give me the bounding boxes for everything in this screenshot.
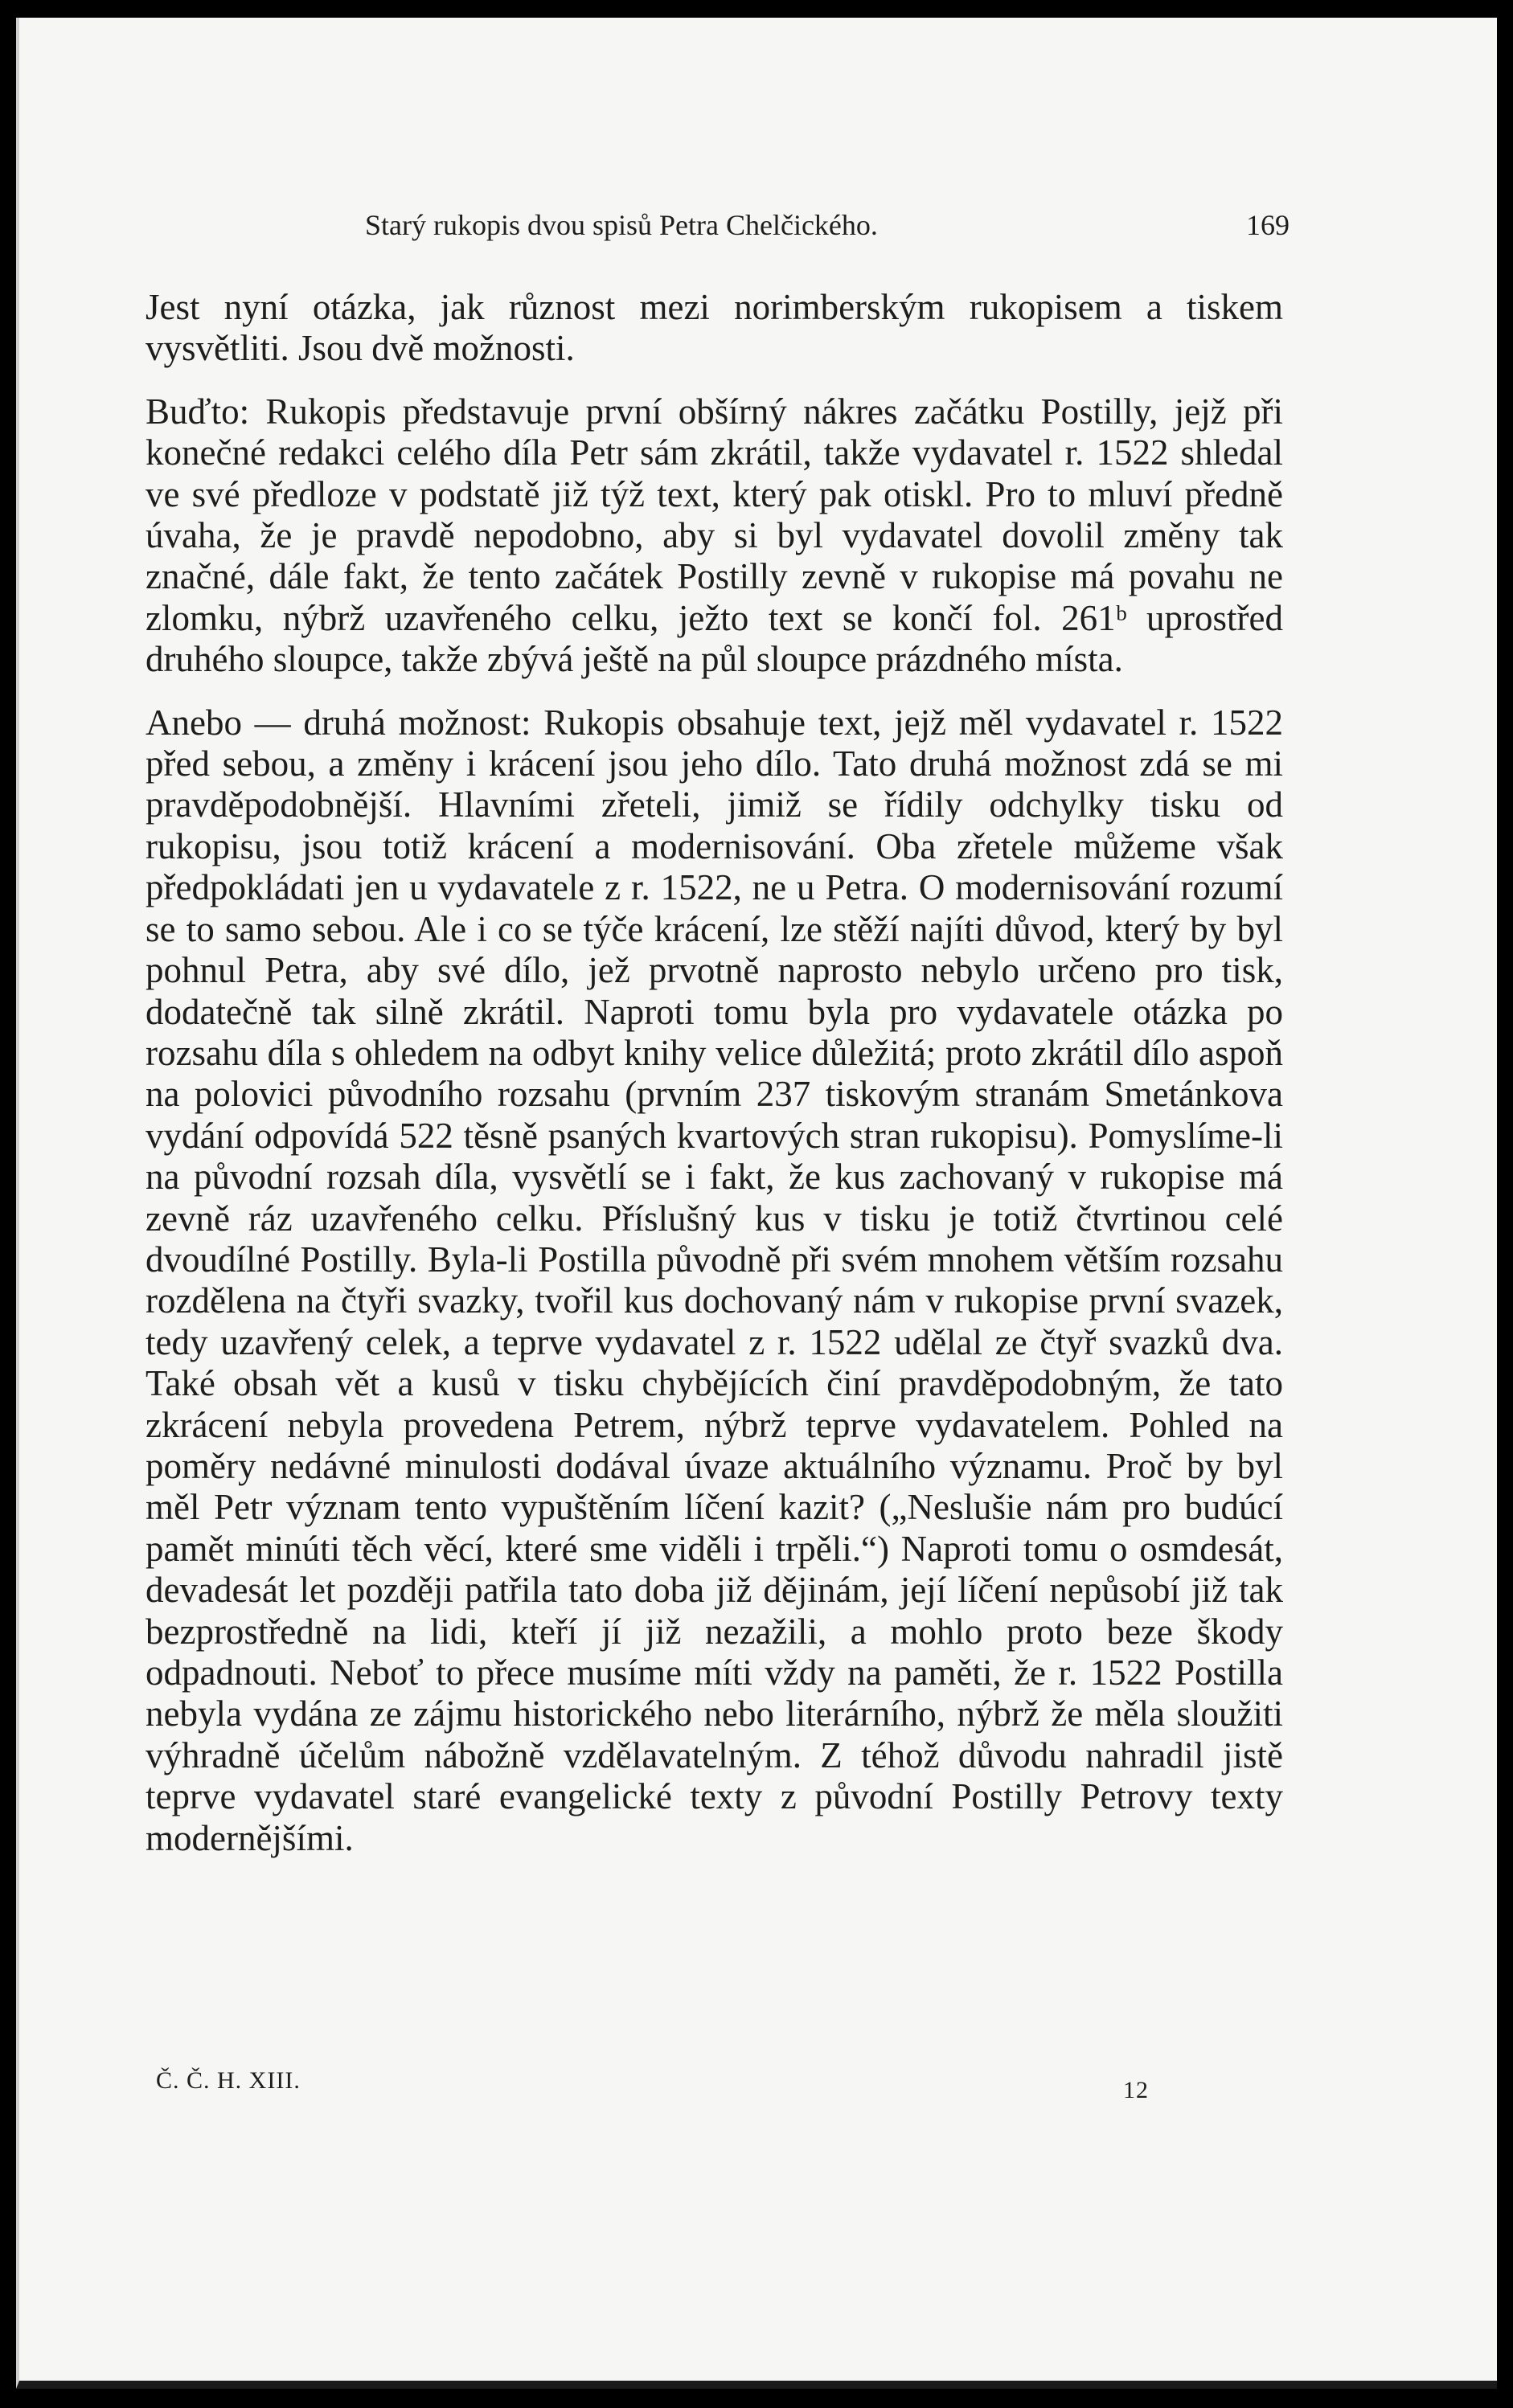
body-text [146,287,1283,1859]
paragraph: Jest nyní otázka, jak různost mezi norimberským rukopisem a tiskem vysvětliti. Jsou dvě možnosti. [146,287,1283,369]
book-page [16,18,1497,2389]
page-number: 169 [1246,209,1290,241]
paragraph: Buďto: Rukopis představuje první obšírný nákres začátku Postilly, jejž při konečné redakci celého díla Petr sám zkrátil, takže vydavatel r. 1522 shledal ve své předloze v podstatě již týž text, který pak otiskl. Pro to mluví předně úvaha, že je pravdě nepodobno, aby si byl vydavatel dovolil změny tak značné, dále fakt, že tento začátek Postilly zevně v rukopise má povahu ne zlomku, nýbrž uzavřeného celku, ježto text se končí fol. 261ᵇ uprostřed druhého sloupce, takže zbývá ještě na půl sloupce prázdného místa. [146,391,1283,680]
paragraph: Anebo — druhá možnost: Rukopis obsahuje text, jejž měl vydavatel r. 1522 před sebou, a změny i krácení jsou jeho dílo. Tato druhá možnost zdá se mi pravděpodobnější. Hlavními zřeteli, jimiž se řídily odchylky tisku od rukopisu, jsou totiž krácení a modernisování. Oba zřetele můžeme však předpokládati jen u vydavatele z r. 1522, ne u Petra. O modernisování rozumí se to samo sebou. Ale i co se týče krácení, lze stěží najíti důvod, který by byl pohnul Petra, aby své dílo, jež prvotně naprosto nebylo určeno pro tisk, dodatečně tak silně zkrátil. Naproti tomu byla pro vydavatele otázka po rozsahu díla s ohledem na odbyt knihy velice důležitá; proto zkrátil dílo aspoň na polovici původního rozsahu (prvním 237 tiskovým stranám Smetánkova vydání odpovídá 522 těsně psaných kvartových stran rukopisu). Pomyslíme-li na původní rozsah díla, vysvětlí se i fakt, že kus zachovaný v rukopise má zevně ráz uzavřeného celku. Příslušný kus v tisku je totiž čtvrtinou celé dvoudílné Postilly. Byla-li Postilla původně při svém mnohem větším rozsahu rozdělena na čtyři svazky, tvořil kus dochovaný nám v rukopise první svazek, tedy uzavřený celek, a teprve vydavatel z r. 1522 udělal ze čtyř svazků dva. Také obsah vět a kusů v tisku chybějících činí pravděpodobným, že tato zkrácení nebyla provedena Petrem, nýbrž teprve vydavatelem. Pohled na poměry nedávné minulosti dodával úvaze aktuálního významu. Proč by byl měl Petr význam tento vypuštěním líčení kazit? („Neslušie nám pro budúcí pamět minúti těch věcí, které sme viděli i trpěli.“) Naproti tomu o osmdesát, devadesát let později patřila tato doba již dějinám, její líčení nepůsobí již tak bezprostředně na lidi, kteří jí již nezažili, a mohlo proto beze škody odpadnouti. Neboť to přece musíme míti vždy na paměti, že r. 1522 Postilla nebyla vydána ze zájmu historického nebo literárního, nýbrž že měla sloužiti výhradně účelům nábožně vzdělavatelným. Z téhož důvodu nahradil jistě teprve vydavatel staré evangelické texty z původní Postilly Petrovy texty modernějšími. [146,702,1283,1858]
running-title: Starý rukopis dvou spisů Petra Chelčického. [365,209,878,241]
sheet-number: 12 [1123,2077,1149,2103]
journal-signature: Č. Č. H. XIII. [156,2067,301,2094]
